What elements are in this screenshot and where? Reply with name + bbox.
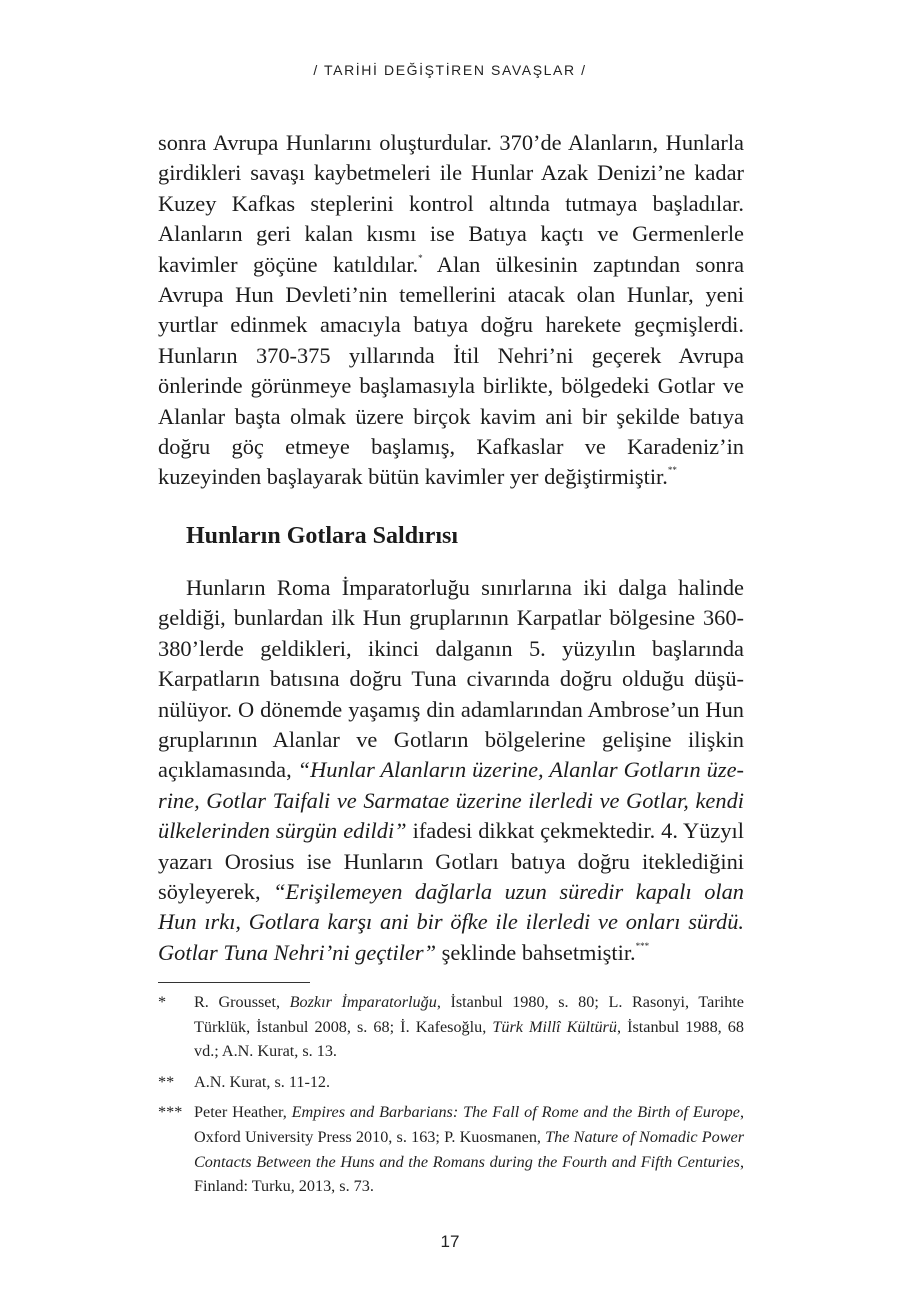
page-number: 17 xyxy=(440,1232,460,1251)
paragraph-text: Alan ülkesinin zaptından sonra Avrupa Hun Devleti’nin temellerini atacak olan Hunlar, yeni yurtlar edinmek amacıyla batıya doğru harekete geçmişlerdi. Hunların 370-375 yıllarında İtil Nehri’ni geçerek Avrupa önlerinde görünmeye başlamasıyla birlikte, bölgedeki Gotlar ve Alanlar başta olmak üzere birçok kavim ani bir şekilde batıya doğru göç etmeye başlamış, Kafkaslar ve Karadeniz’in kuzeyinden başlayarak bütün kavimler yer değiştirmiştir. xyxy=(158,251,745,490)
footnote-text xyxy=(194,990,744,1064)
footnote-mark: * xyxy=(158,993,167,1011)
footnote-text-part: , Oxford University Press 2010, s. 163; P. Kuosmanen, xyxy=(194,1103,744,1146)
footnote-ref: * xyxy=(418,252,423,263)
paragraph-text: sonra Avrupa Hunlarını oluşturdular. 370’de Alanların, Hunlarla girdikleri savaşı kaybetmeleri ile Hunlar Azak Denizi’ne kadar Kuzey Kafkas steplerini kontrol altında tutmaya başladılar. Alanların geri kalan kısmı ise Batıya kaçtı ve Germenlerle kavimler göçüne katıldılar. xyxy=(158,130,744,277)
paragraph-text: şeklinde bahsetmiştir. xyxy=(436,939,636,965)
footnote-text xyxy=(194,1100,744,1198)
footnote-text-part: , Finland: Turku, 2013, s. 73. xyxy=(194,1152,744,1196)
footnote-title: Empires and Barbarians: The Fall of Rome and the Birth of Europe xyxy=(291,1103,740,1122)
footnote-ref: *** xyxy=(635,940,650,951)
quotation: “Erişilemeyen dağlarla uzun süredir kapalı olan Hun ırkı, Gotlara karşı ani bir öfke ile ilerledi ve onları sürdü. Gotlar Tuna Nehri’ni geçtiler” xyxy=(158,878,744,965)
footnote-text xyxy=(194,1070,744,1095)
footnote-text-part: Peter Heather, xyxy=(194,1103,292,1122)
footnote-title: Bozkır İmparatorluğu xyxy=(289,993,437,1011)
body-text xyxy=(158,128,744,968)
footnote xyxy=(158,1070,744,1095)
section-heading: Hunların Gotlara Saldırısı xyxy=(186,522,459,549)
footnote-divider xyxy=(158,982,310,983)
footnote-mark: ** xyxy=(158,1072,175,1091)
paragraph xyxy=(158,573,744,968)
paragraph-text: Hunların Roma İmparatorluğu sınırlarına iki dalga halinde geldiği, bunlardan ilk Hun gruplarının Karpatlar bölgesine 360-380’lerde geldikleri, ikinci dalganın 5. yüzyılın başlarında Karpatların batısına doğru Tuna civarında doğru olduğu düşünülüyor. O dönemde yaşamış din adamlarından Ambrose’un Hun gruplarının Alanlar ve Gotların bölgelerine gelişine ilişkin açıklamasında, xyxy=(158,574,744,783)
footnote xyxy=(158,990,744,1064)
footnote-ref: ** xyxy=(667,465,677,476)
footnote-text-part: A.N. Kurat, s. 11-12. xyxy=(194,1072,331,1091)
footnotes xyxy=(158,990,744,1205)
footnote-title: The Nature of Nomadic Power Contacts Between the Huns and the Romans during the Fourth and Fifth Centuries xyxy=(194,1127,744,1171)
footnote-title: Türk Millî Kültürü xyxy=(492,1017,617,1036)
footnote-mark: *** xyxy=(158,1103,183,1122)
footnote xyxy=(158,1100,744,1198)
running-head: / TARİHİ DEĞİŞTİREN SAVAŞLAR / xyxy=(313,62,587,78)
footnote-text-part: , İstanbul 1980, s. 80; L. Rasonyi, Tarihte Türklük, İstanbul 2008, s. 68; İ. Kafesoğlu, xyxy=(194,993,744,1036)
footnote-text-part: R. Grousset, xyxy=(194,993,290,1011)
paragraph-text: ifadesi dikkat çekmektedir. 4. Yüzyıl yazarı Orosius ise Hunların Gotları batıya doğru iteklediğini söyleyerek, xyxy=(158,818,744,904)
footnote-text-part: , İstanbul 1988, 68 vd.; A.N. Kurat, s. 13. xyxy=(194,1017,744,1061)
paragraph-continued xyxy=(158,128,744,493)
quotation: “Hunlar Alanların üzerine, Alanlar Gotların üzerine, Gotlar Taifali ve Sarmatae üzerine ilerledi ve Gotlar, kendi ülkelerinden sürgün edildi” xyxy=(158,757,744,844)
